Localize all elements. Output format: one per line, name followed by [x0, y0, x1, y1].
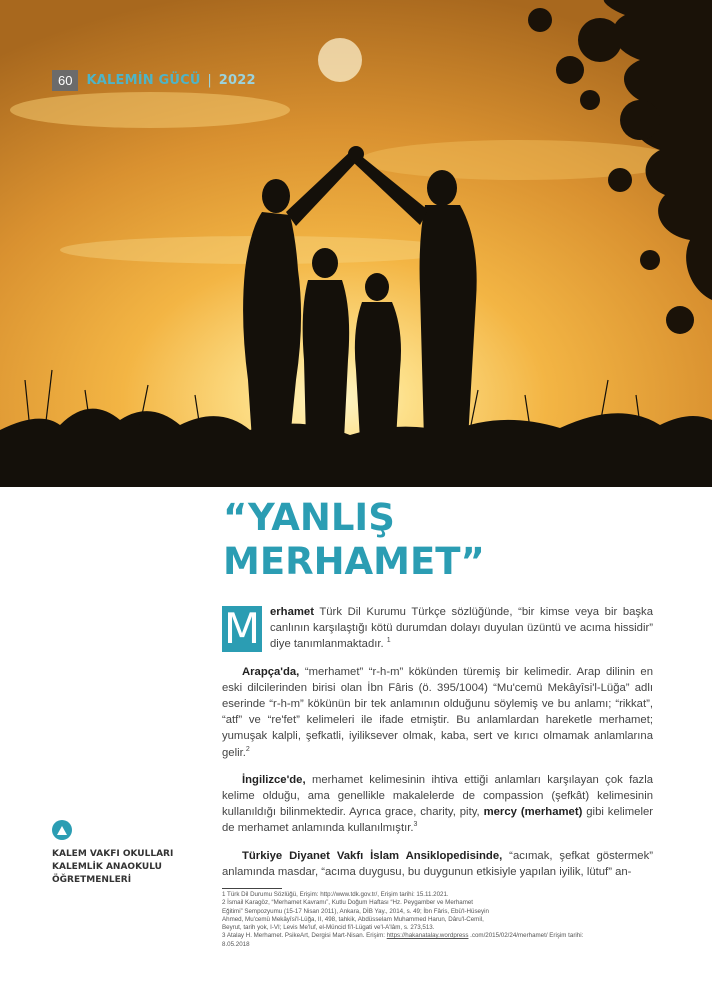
- article-title: [223, 496, 523, 584]
- footnote-3-url-rest: .com/2015/02/24/merhamet/ Erişim tarihi:: [468, 932, 584, 940]
- article-body: [222, 604, 653, 891]
- p3-bold-b: mercy (merhamet): [483, 806, 583, 819]
- p4-lead: Türkiye Diyanet Vakfı İslam Ansiklopedisinde,: [242, 849, 503, 862]
- triangle-up-icon: [52, 820, 72, 840]
- footnote-3-line-2: 8.05.2018: [222, 940, 250, 948]
- paragraph-2: [222, 664, 653, 761]
- footnote-ref-1[interactable]: 1: [386, 637, 391, 645]
- footnotes: [222, 891, 653, 949]
- p3-lead: İngilizce'de,: [242, 773, 306, 786]
- p1-lead: erhamet: [270, 606, 314, 618]
- p4-text: “acımak, şefkat göstermek” anlamında masdar, “acıma duygusu, bu duygunun etkisiyle yapılan iyilik, lütuf” an-: [222, 849, 654, 878]
- drop-cap: M: [223, 604, 261, 653]
- paragraph-1: [222, 604, 653, 653]
- page-number: 60: [52, 70, 78, 91]
- footnote-3-line-1: [222, 932, 653, 940]
- author-line-2: KALEMLİK ANAOKULU: [52, 862, 162, 872]
- footnote-2-line-2: Eğitimi” Sempozyumu (15-17 Nisan 2011), Ankara, DİB Yay., 2014, s. 49; İbn Fâris, Ebü'l-Hüseyin: [222, 907, 489, 915]
- footnote-2-line-1: 2 İsmail Karagöz, “Merhamet Kavramı”, Kutlu Doğum Haftası “Hz. Peygamber ve Merhamet: [222, 899, 474, 907]
- footnote-ref-2[interactable]: 2: [245, 745, 250, 753]
- p2-lead: Arapça'da,: [242, 665, 300, 678]
- p3-text-a: merhamet kelimesinin ihtiva ettiği anlamları karşılayan çok fazla kelime olduğu, ama genellikle makalelerde de compassion (şefkât) kelimesinin kullanıldığı bilinmektedir. Ayrıca grace, charity, pity,: [222, 773, 653, 819]
- p2-text: “merhamet” “r-h-m” kökünden türemiş bir kelimedir. Arap dilinin en eski dilcilerinden birisi olan İbn Fâris (ö. 395/1004) “Mu'cemü Mekâyîsi'l-Lüğa” adlı eserinde “r-h-m” kökünün bir tek anlamının olduğunu söylemiş ve bu anlamı; “rikkat”, “atf” ve “re'fet” kelimeleri ile ifade etmiştir. Bu anlamlardan hareketle merhamet; yumuşak kalpli, şefkatli, iyiliksever olmak, kaba, sert ve kırıcı olmamak anlamlarına gelir.: [222, 665, 653, 759]
- footnote-divider: [222, 888, 282, 889]
- footnote-1: 1 Türk Dil Durumu Sözlüğü, Erişim: http://www.tdk.gov.tr/, Erişim tarihi: 15.11.2021.: [222, 891, 449, 898]
- p3-text-b: gibi kelimeler de merhamet anlamında kullanılmıştır.: [222, 806, 653, 835]
- author-block: [52, 820, 202, 887]
- header-separator: |: [207, 73, 212, 88]
- article-title-line-2: MERHAMET”: [223, 540, 485, 583]
- footnote-ref-3[interactable]: 3: [413, 821, 418, 829]
- author-line-3: ÖĞRETMENLERİ: [52, 875, 132, 885]
- paragraph-4: [222, 848, 653, 880]
- p1-text: Türk Dil Kurumu Türkçe sözlüğünde, “bir kimse veya bir başka canlının karşılaştığı kötü durumdan dolayı duyulan üzüntü ve acıma hissidir” diye tanımlanmaktadır.: [270, 606, 653, 651]
- journal-title: [86, 73, 255, 88]
- page-header: [52, 70, 256, 91]
- footnote-2-line-3: Ahmed, Mu'cemü Mekâyîsi'l-Lüğa, II, 498, tahkik, Abdüsselam Muhammed Harun, Dâru'l-Cemil,: [222, 915, 484, 923]
- article-title-line-1: “YANLIŞ: [223, 496, 395, 539]
- footnote-2-line-4: Beyrut, tarih yok, I-VI; Levis Me'luf, el-Müncid fi'l-Lügati ve'l-A'lâm, s. 273,513.: [222, 924, 435, 932]
- paragraph-3: [222, 772, 653, 837]
- footnote-3-link[interactable]: https://hakanatalay.wordpress: [386, 932, 469, 940]
- journal-name: KALEMİN GÜCÜ: [86, 73, 201, 88]
- author-line-1: KALEM VAKFI OKULLARI: [52, 849, 174, 859]
- journal-year: 2022: [218, 73, 256, 88]
- footnote-3-text: 3 Atalay H. Merhamet. PsikeArt, Dergisi Mart-Nisan. Erişim:: [222, 932, 387, 940]
